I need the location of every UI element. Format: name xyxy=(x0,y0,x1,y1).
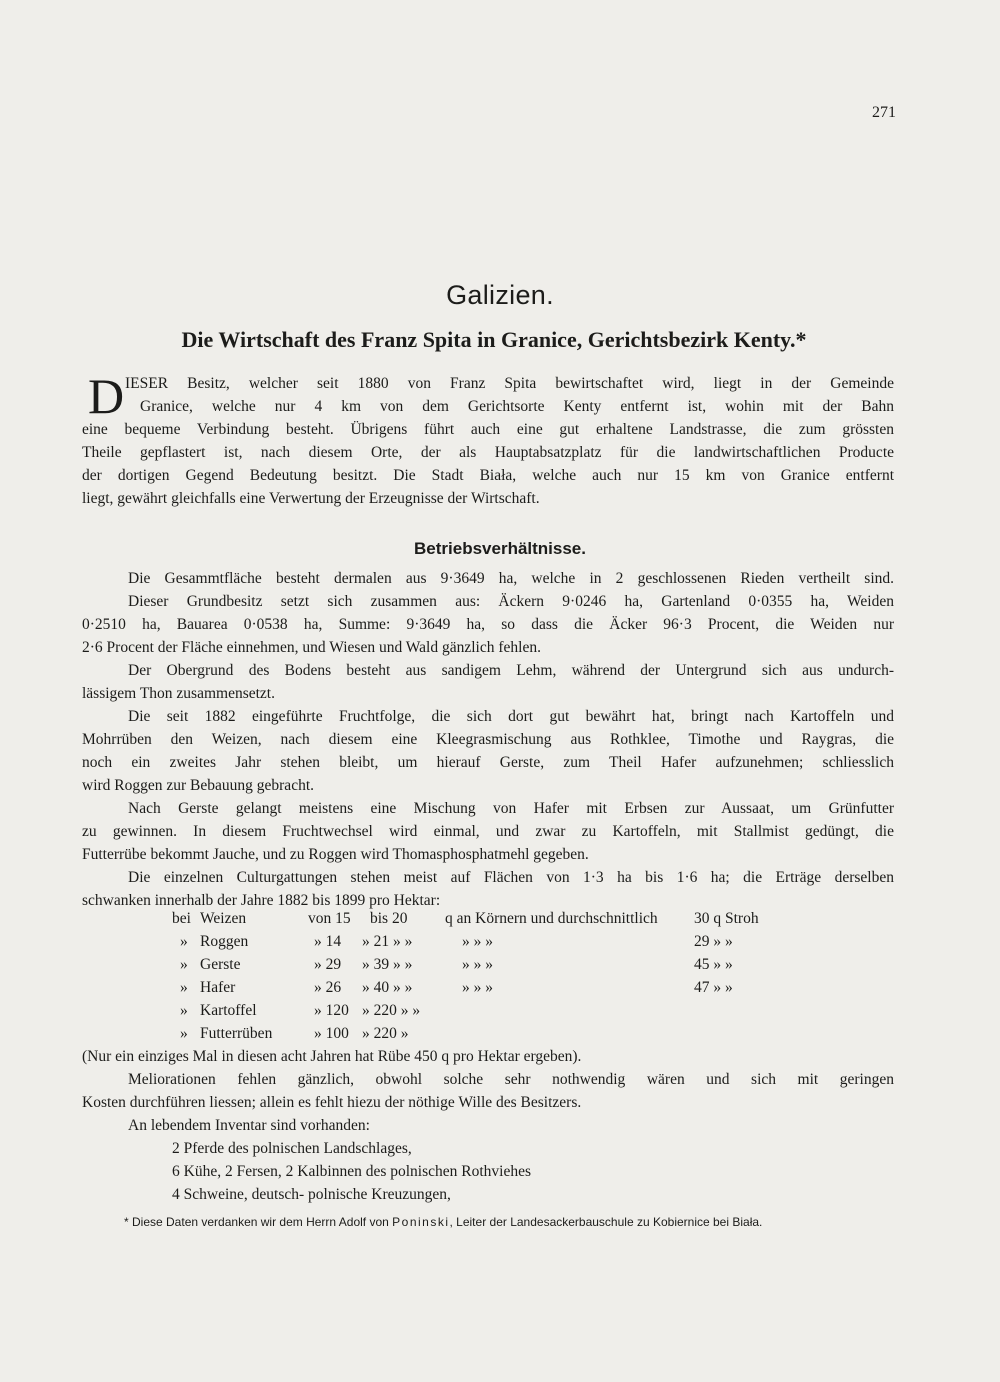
body-line: lässigem Thon zusammensetzt. xyxy=(82,685,275,702)
yield-from: » 26 xyxy=(314,979,342,996)
yield-unit: q an Körnern und durchschnittlich xyxy=(445,910,658,927)
yield-unit: » » » xyxy=(462,956,493,973)
yield-crop: Weizen xyxy=(200,910,247,927)
yield-crop: Futterrüben xyxy=(200,1025,273,1042)
body-line: schwanken innerhalb der Jahre 1882 bis 1899 pro Hektar: xyxy=(82,892,441,909)
inventory-item: 4 Schweine, deutsch- polnische Kreuzungen, xyxy=(172,1186,451,1203)
body-line: noch ein zweites Jahr stehen bleibt, um hierauf Gerste, zum Theil Hafer aufzunehmen; schliesslich xyxy=(82,754,894,771)
yield-crop: Roggen xyxy=(200,933,249,950)
body-line: Die seit 1882 eingeführte Fruchtfolge, die sich dort gut bewährt hat, bringt nach Kartoffeln und xyxy=(128,708,894,725)
yield-prefix: bei xyxy=(172,910,191,927)
page-subtitle: Die Wirtschaft des Franz Spita in Granice, Gerichtsbezirk Kenty.* xyxy=(181,327,807,352)
yield-prefix: » xyxy=(180,979,188,996)
yield-to: bis 20 xyxy=(370,910,408,927)
yield-from: von 15 xyxy=(308,910,351,927)
intro-line: Theile gepflastert ist, nach diesem Orte, der als Hauptabsatzplatz für die landwirtschaftlichen Producte xyxy=(82,444,894,461)
body-line: 0·2510 ha, Bauarea 0·0538 ha, Summe: 9·3649 ha, so dass die Äcker 96·3 Procent, die Weiden nur xyxy=(82,616,894,633)
yield-to: » 39 » » xyxy=(362,956,413,973)
inventory-item: 2 Pferde des polnischen Landschlages, xyxy=(172,1140,412,1157)
body-line: (Nur ein einziges Mal in diesen acht Jahren hat Rübe 450 q pro Hektar ergeben). xyxy=(82,1048,582,1065)
yield-from: » 100 xyxy=(314,1025,349,1042)
body-line: Die Gesammtfläche besteht dermalen aus 9·3649 ha, welche in 2 geschlossenen Rieden vertheilt sind. xyxy=(128,570,894,587)
footnote-name: Poninski xyxy=(392,1215,450,1229)
footnote-text: * Diese Daten verdanken wir dem Herrn Adolf von xyxy=(124,1215,393,1229)
intro-line: der dortigen Gegend Bedeutung besitzt. Die Stadt Biała, welche auch nur 15 km von Granice entfernt xyxy=(82,467,894,484)
body-line: Meliorationen fehlen gänzlich, obwohl solche sehr nothwendig wären und sich mit geringen xyxy=(128,1071,894,1088)
yield-prefix: » xyxy=(180,956,188,973)
inventory-item: 6 Kühe, 2 Fersen, 2 Kalbinnen des polnischen Rothviehes xyxy=(172,1163,532,1180)
page-number: 271 xyxy=(872,104,896,121)
yield-to: » 220 » xyxy=(362,1025,409,1042)
footnote xyxy=(124,1215,894,1229)
intro-line: liegt, gewährt gleichfalls eine Verwertung der Erzeugnisse der Wirtschaft. xyxy=(82,490,540,507)
yield-prefix: » xyxy=(180,933,188,950)
yield-unit: » » » xyxy=(462,933,493,950)
body-line: Der Obergrund des Bodens besteht aus sandigem Lehm, während der Untergrund sich aus undurch- xyxy=(128,662,894,679)
yield-from: » 14 xyxy=(314,933,342,950)
yield-straw: 29 » » xyxy=(694,933,733,950)
body-line: Mohrrüben den Weizen, nach diesem eine Kleegrasmischung aus Rothklee, Timothe und Raygras, die xyxy=(82,731,894,748)
intro-line: IESER Besitz, welcher seit 1880 von Franz Spita bewirtschaftet wird, liegt in der Gemeinde xyxy=(125,375,894,392)
footnote-text: , Leiter der Landesackerbauschule zu Kobiernice bei Biała. xyxy=(449,1215,763,1229)
yield-prefix: » xyxy=(180,1002,188,1019)
yield-to: » 220 » » xyxy=(362,1002,421,1019)
yield-from: » 29 xyxy=(314,956,342,973)
section-heading: Betriebsverhältnisse. xyxy=(414,539,586,558)
body-line: 2·6 Procent der Fläche einnehmen, und Wiesen und Wald gänzlich fehlen. xyxy=(82,639,541,656)
yield-prefix: » xyxy=(180,1025,188,1042)
yield-crop: Hafer xyxy=(200,979,236,996)
body-line: Kosten durchführen liessen; allein es fehlt hiezu der nöthige Wille des Besitzers. xyxy=(82,1094,582,1111)
yield-straw: 45 » » xyxy=(694,956,733,973)
yield-from: » 120 xyxy=(314,1002,349,1019)
yield-to: » 21 » » xyxy=(362,933,413,950)
body-line: Die einzelnen Culturgattungen stehen meist auf Flächen von 1·3 ha bis 1·6 ha; die Erträge derselben xyxy=(128,869,894,886)
body-line: wird Roggen zur Bebauung gebracht. xyxy=(82,777,315,794)
body-line: Nach Gerste gelangt meistens eine Mischung von Hafer mit Erbsen zur Aussaat, um Grünfutter xyxy=(128,800,894,817)
body-line: zu gewinnen. In diesem Fruchtwechsel wird einmal, und zwar zu Kartoffeln, mit Stallmist gedüngt, die xyxy=(82,823,894,840)
drop-cap: D xyxy=(88,368,125,424)
intro-line: eine bequeme Verbindung besteht. Übrigens führt auch eine gut erhaltene Landstrasse, die zum grössten xyxy=(82,421,894,438)
yield-straw: 30 q Stroh xyxy=(694,910,759,927)
yield-crop: Kartoffel xyxy=(200,1002,257,1019)
yield-to: » 40 » » xyxy=(362,979,413,996)
body-line: Futterrübe bekommt Jauche, und zu Roggen wird Thomasphosphatmehl gegeben. xyxy=(82,846,589,863)
yield-straw: 47 » » xyxy=(694,979,733,996)
yield-crop: Gerste xyxy=(200,956,241,973)
body-line: Dieser Grundbesitz setzt sich zusammen aus: Äckern 9·0246 ha, Gartenland 0·0355 ha, Weiden xyxy=(128,593,894,610)
intro-line: Granice, welche nur 4 km von dem Gerichtsorte Kenty entfernt ist, wohin mit der Bahn xyxy=(140,398,894,415)
yield-unit: » » » xyxy=(462,979,493,996)
body-line: An lebendem Inventar sind vorhanden: xyxy=(128,1117,370,1134)
page-title: Galizien. xyxy=(446,280,554,310)
